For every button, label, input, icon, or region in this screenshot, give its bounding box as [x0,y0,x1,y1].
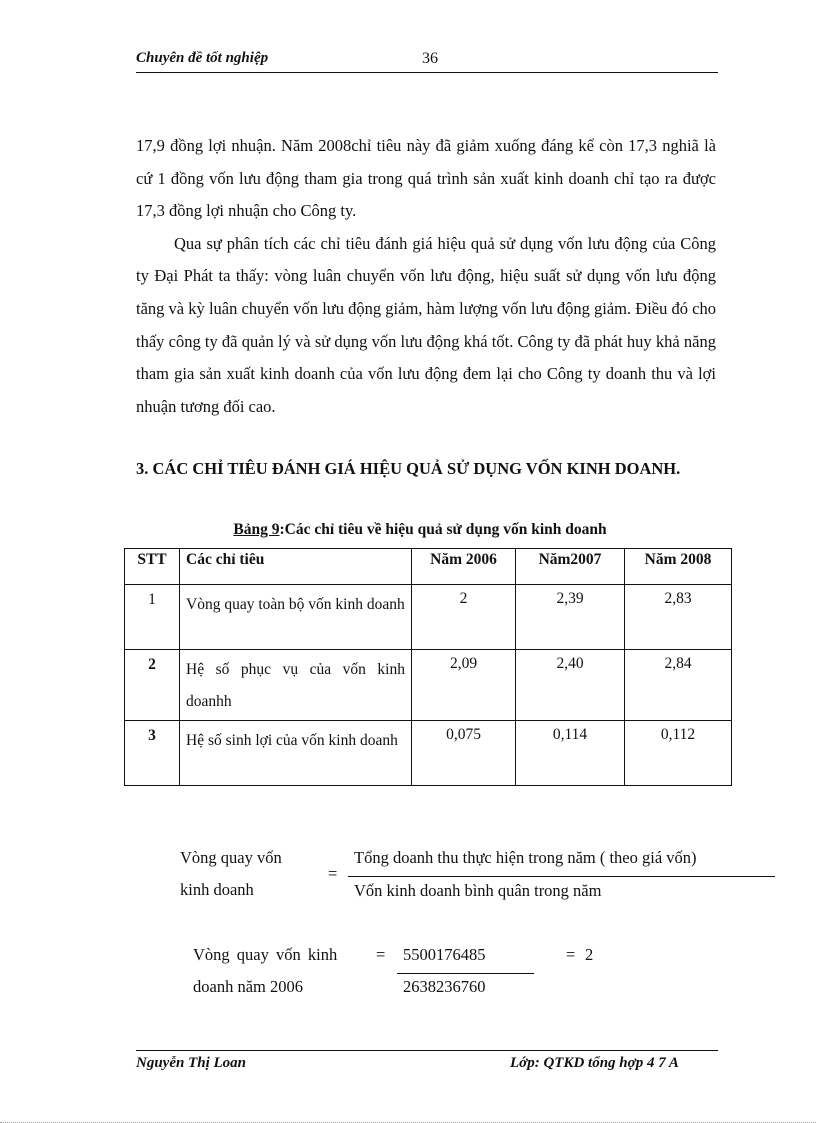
row-stt: 1 [125,585,180,650]
formula1-numerator: Tổng doanh thu thực hiện trong năm ( theo giá vốn) [354,848,697,867]
header-2006: Năm 2006 [412,549,516,585]
row-value-2008: 2,84 [625,650,732,721]
formula2-numerator: 5500176485 [403,945,486,964]
table-caption-text: :Các chỉ tiêu về hiệu quả sử dụng vốn kinh doanh [279,521,607,538]
header-title: Chuyên đề tốt nghiệp [136,50,269,66]
footer-class: Lớp: QTKD tổng hợp 4 7 A [510,1055,679,1071]
table-row [125,650,732,721]
header-2008: Năm 2008 [625,549,732,585]
formula2-result: 2 [585,945,594,964]
formula1-label-line2: kinh doanh [180,880,254,899]
formula2-label-line2: doanh năm 2006 [193,977,303,996]
header-2007: Năm2007 [516,549,625,585]
formula1-equals: = [328,864,338,883]
row-value-2007: 2,40 [516,650,625,721]
row-value-2006: 2,09 [412,650,516,721]
row-value-2006: 2 [412,585,516,650]
row-value-2007: 0,114 [516,721,625,786]
formula1-fraction-bar [348,876,775,877]
row-stt: 3 [125,721,180,786]
table-row [125,585,732,650]
footer-rule [136,1050,718,1051]
row-value-2008: 0,112 [625,721,732,786]
header-rule [136,72,718,73]
formula1-label-line1: Vòng quay vốn [180,848,282,867]
formula2-denominator: 2638236760 [403,977,486,996]
formula2-label-line1: Vòng quay vốn kinh [193,945,338,964]
formula2-equals: = [376,945,386,964]
table-caption [120,521,720,539]
formula2-result-equals: = [566,945,576,964]
row-value-2008: 2,83 [625,585,732,650]
row-indicator: Hệ số sinh lợi của vốn kinh doanh [180,721,412,786]
formula2-fraction-bar [397,973,534,974]
efficiency-table [124,548,732,786]
paragraph-1: 17,9 đồng lợi nhuận. Năm 2008chỉ tiêu này đã giảm xuống đáng kể còn 17,3 nghiã là cứ 1 đồng vốn lưu động tham gia trong quá trình sản xuất kinh doanh chỉ tạo ra được 17,3 đồng lợi nhuận cho Công ty. [136,136,716,221]
row-value-2007: 2,39 [516,585,625,650]
row-value-2006: 0,075 [412,721,516,786]
footer-author: Nguyễn Thị Loan [136,1055,247,1071]
formula1-denominator: Vốn kinh doanh bình quân trong năm [354,881,602,900]
section-heading: 3. CÁC CHỈ TIÊU ĐÁNH GIÁ HIỆU QUẢ SỬ DỤNG VỐN KINH DOANH. [136,459,681,478]
table-caption-label: Bảng 9 [233,521,280,538]
table-header-row [125,549,732,585]
header-indicator: Các chỉ tiêu [180,549,412,585]
body-text [136,130,716,423]
table-row [125,721,732,786]
page-number: 36 [422,50,438,67]
paragraph-2: Qua sự phân tích các chỉ tiêu đánh giá hiệu quả sử dụng vốn lưu động của Công ty Đại Phát ta thấy: vòng luân chuyển vốn lưu động, hiệu suất sử dụng vốn lưu động tăng và kỳ luân chuyển vốn lưu động giảm, hàm lượng vốn lưu động giảm. Điều đó cho thấy công ty đã quản lý và sử dụng vốn lưu động khá tốt. Công ty đã phát huy khả năng tham gia sản xuất kinh doanh của vốn lưu động đem lại cho Công ty doanh thu và lợi nhuận tương đối cao. [136,233,716,416]
row-indicator: Vòng quay toàn bộ vốn kinh doanh [180,585,412,650]
row-stt: 2 [125,650,180,721]
row-indicator: Hệ số phục vụ của vốn kinh doanhh [180,650,412,721]
header-stt: STT [125,549,180,585]
